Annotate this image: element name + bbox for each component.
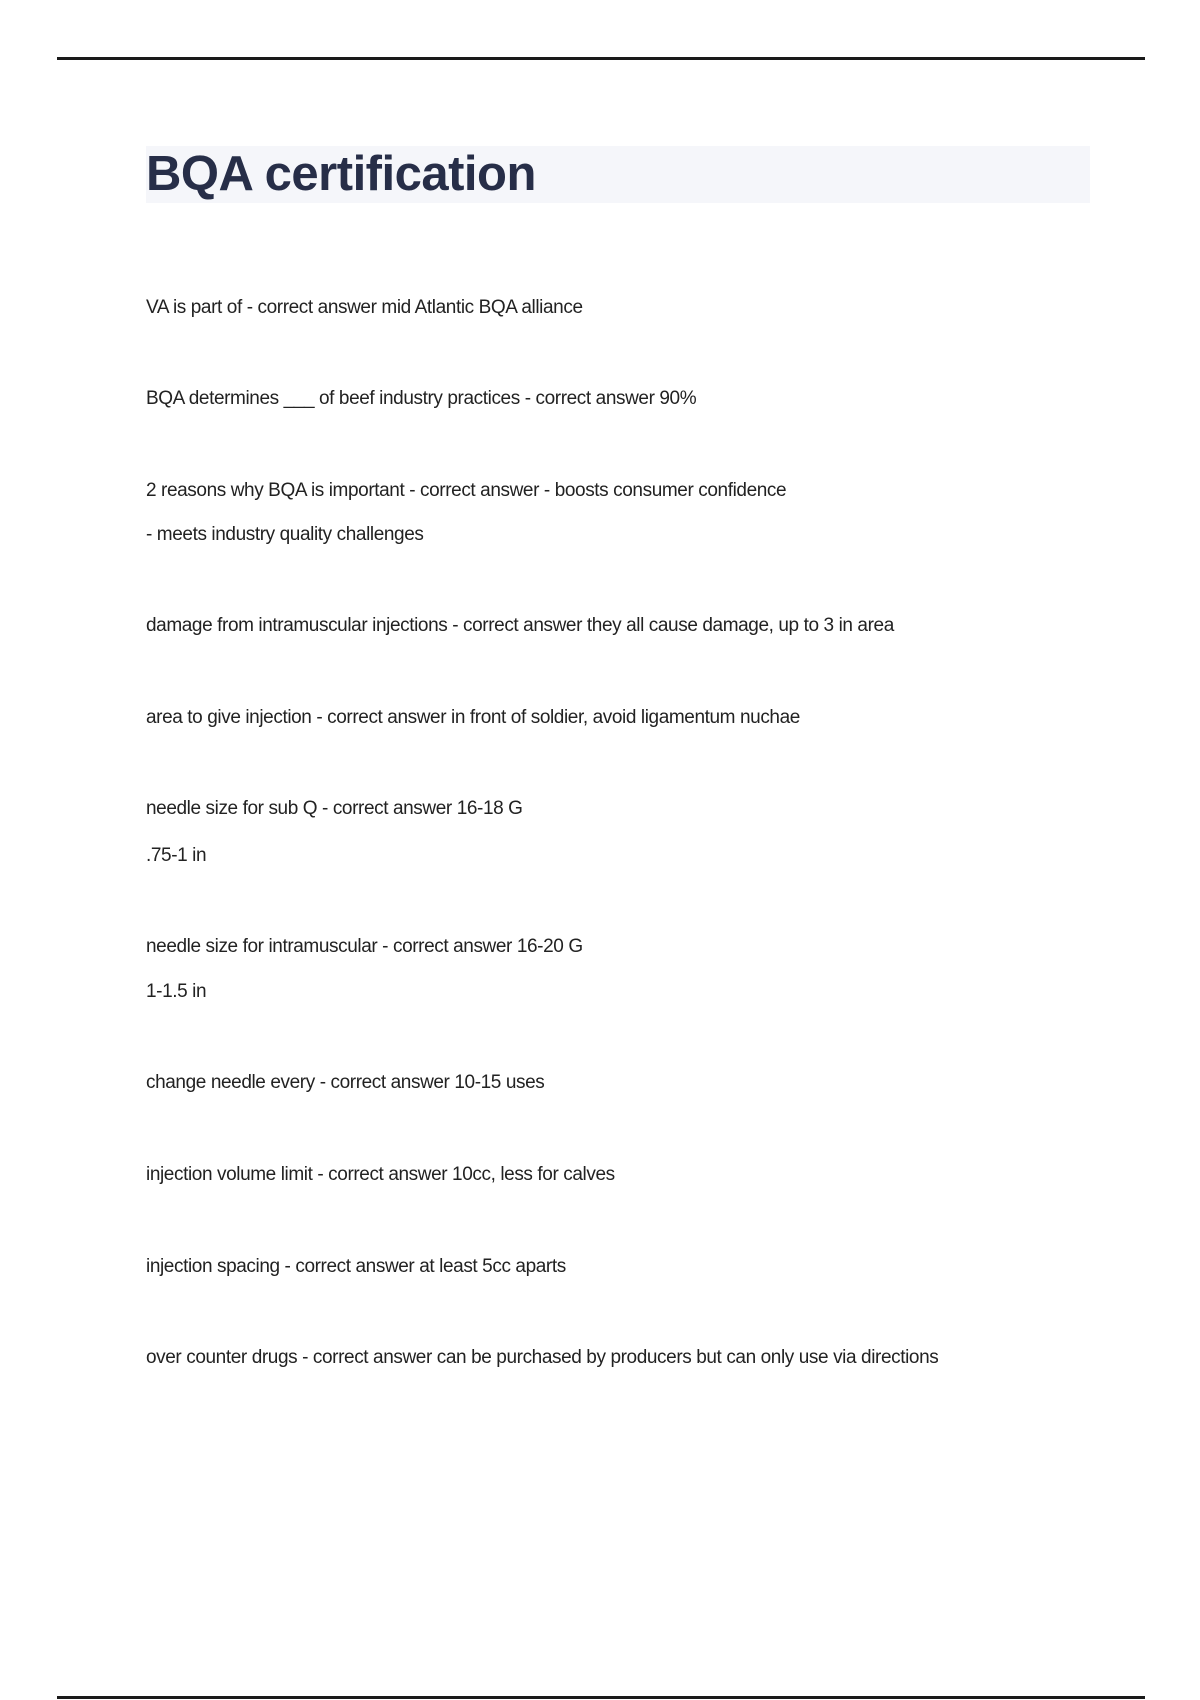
qa-line: damage from intramuscular injections - correct answer they all cause damage, up to 3 in area [146,615,894,636]
qa-line: BQA determines ___ of beef industry practices - correct answer 90% [146,388,697,409]
qa-line: change needle every - correct answer 10-15 uses [146,1072,545,1093]
top-rule [57,57,1145,60]
qa-line-continuation: - meets industry quality challenges [146,524,424,545]
qa-line: injection spacing - correct answer at least 5cc aparts [146,1256,566,1277]
qa-line: injection volume limit - correct answer 10cc, less for calves [146,1164,615,1185]
qa-line: needle size for intramuscular - correct answer 16-20 G [146,936,583,957]
qa-line: over counter drugs - correct answer can be purchased by producers but can only use via directions [146,1347,939,1368]
bottom-rule [57,1696,1145,1699]
qa-line: 2 reasons why BQA is important - correct answer - boosts consumer confidence [146,480,787,501]
page-title: BQA certification [146,147,536,201]
qa-line: area to give injection - correct answer in front of soldier, avoid ligamentum nuchae [146,707,800,728]
qa-line: VA is part of - correct answer mid Atlantic BQA alliance [146,297,583,318]
qa-line-continuation: .75-1 in [146,845,207,866]
qa-line: needle size for sub Q - correct answer 16-18 G [146,798,523,819]
qa-line-continuation: 1-1.5 in [146,981,207,1002]
